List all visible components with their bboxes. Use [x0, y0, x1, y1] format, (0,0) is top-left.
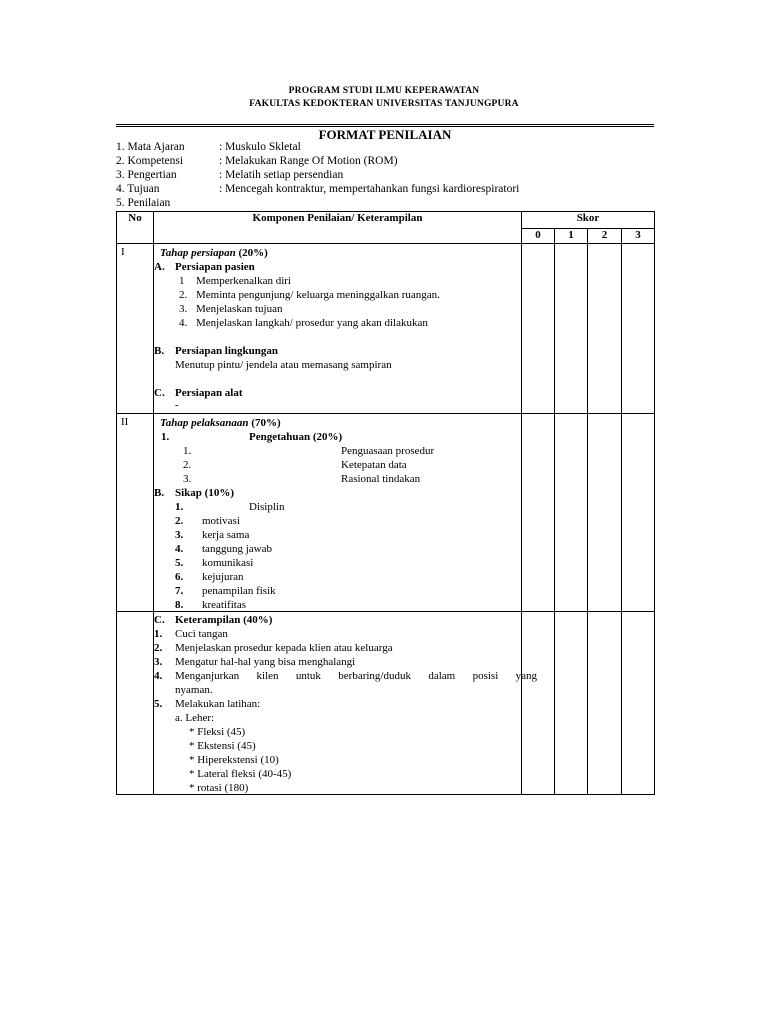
- score-cell[interactable]: [622, 414, 655, 612]
- list-item: Melakukan latihan:: [175, 698, 261, 710]
- list-item: Penguasaan prosedur: [341, 445, 435, 457]
- list-item-number: 5.: [175, 557, 184, 569]
- list-item-number: 2.: [154, 642, 163, 654]
- list-item: Menganjurkan kilen untuk berbaring/duduk dalam posisi yang: [175, 670, 537, 682]
- list-item: Memperkenalkan diri: [196, 275, 291, 287]
- exercise-item: * Fleksi (45): [189, 726, 246, 738]
- info-value-kompetensi: : Melakukan Range Of Motion (ROM): [219, 155, 398, 167]
- list-item-number: 2.: [175, 515, 184, 527]
- list-item-number: 4.: [179, 317, 188, 329]
- info-label-tujuan: 4. Tujuan: [116, 183, 160, 195]
- info-label-penilaian: 5. Penilaian: [116, 197, 171, 209]
- list-item-number: 4.: [175, 543, 184, 555]
- alat-text: -: [175, 399, 179, 411]
- list-item-number: 3.: [183, 473, 192, 485]
- table-row-tahap-pelaksanaan: [117, 414, 655, 612]
- list-item: tanggung jawab: [202, 543, 272, 555]
- info-label-mata-ajaran: 1. Mata Ajaran: [116, 141, 185, 153]
- score-cell[interactable]: [555, 414, 588, 612]
- subsection-mark-a: A.: [154, 261, 165, 273]
- list-item-number: 3.: [179, 303, 188, 315]
- list-item-number: 8.: [175, 599, 184, 611]
- assessment-table: [116, 211, 655, 795]
- list-item: komunikasi: [202, 557, 254, 569]
- score-cell[interactable]: [555, 612, 588, 795]
- info-value-pengertian: : Melatih setiap persendian: [219, 169, 344, 181]
- list-item: Disiplin: [249, 501, 285, 513]
- table-row-keterampilan: [117, 612, 655, 795]
- score-cell[interactable]: [522, 612, 555, 795]
- list-item: Cuci tangan: [175, 628, 228, 640]
- column-header-no: No: [117, 212, 154, 244]
- subsection-title-keterampilan: Keterampilan (40%): [175, 614, 273, 626]
- row-number-2: II: [117, 414, 154, 612]
- region-label-leher: a. Leher:: [175, 712, 215, 724]
- score-cell[interactable]: [588, 612, 622, 795]
- subsection-title-persiapan-pasien: Persiapan pasien: [175, 261, 255, 273]
- score-cell[interactable]: [622, 612, 655, 795]
- list-item: Menjelaskan langkah/ prosedur yang akan dilakukan: [196, 317, 428, 329]
- subsection-mark-sikap: B.: [154, 487, 165, 499]
- form-title: FORMAT PENILAIAN: [318, 127, 452, 142]
- list-item: Meminta pengunjung/ keluarga meninggalkan ruangan.: [196, 289, 440, 301]
- score-cell[interactable]: [522, 244, 555, 414]
- section-title-persiapan: Tahap persiapan (20%): [160, 247, 268, 259]
- subsection-title-persiapan-alat: Persiapan alat: [175, 387, 243, 399]
- info-label-pengertian: 3. Pengertian: [116, 169, 177, 181]
- lingkungan-text: Menutup pintu/ jendela atau memasang sampiran: [175, 359, 392, 371]
- list-item-number: 2.: [183, 459, 192, 471]
- exercise-item: * rotasi (180): [189, 782, 249, 794]
- column-header-komponen: Komponen Penilaian/ Keterampilan: [154, 212, 522, 244]
- info-label-kompetensi: 2. Kompetensi: [116, 155, 184, 167]
- subsection-mark-pengetahuan: 1.: [161, 431, 170, 443]
- list-item-number: 7.: [175, 585, 184, 597]
- subsection-mark-keterampilan: C.: [154, 614, 165, 626]
- pelaksanaan-content: [154, 414, 522, 612]
- list-item-number: 1.: [183, 445, 192, 457]
- row-number-1: I: [117, 244, 154, 414]
- exercise-item: * Ekstensi (45): [189, 740, 256, 752]
- subsection-title-sikap: Sikap (10%): [175, 487, 234, 499]
- list-item: kerja sama: [202, 529, 250, 541]
- institution-faculty: FAKULTAS KEDOKTERAN UNIVERSITAS TANJUNGPURA: [249, 99, 519, 109]
- table-row-tahap-persiapan: [117, 244, 655, 414]
- list-item-number: 4.: [154, 670, 163, 682]
- list-item: penampilan fisik: [202, 585, 276, 597]
- subsection-mark-b: B.: [154, 345, 165, 357]
- exercise-item: * Hiperekstensi (10): [189, 754, 279, 766]
- list-item-number: 1: [179, 275, 185, 287]
- list-item: Mengatur hal-hal yang bisa menghalangi: [175, 656, 356, 668]
- subsection-mark-c: C.: [154, 387, 165, 399]
- list-item-number: 6.: [175, 571, 184, 583]
- subsection-title-pengetahuan: Pengetahuan (20%): [249, 431, 343, 443]
- score-cell[interactable]: [622, 244, 655, 414]
- keterampilan-content: [154, 612, 537, 795]
- score-cell[interactable]: [522, 414, 555, 612]
- info-value-tujuan: : Mencegah kontraktur, mempertahankan fungsi kardiorespiratori: [219, 183, 520, 195]
- score-cell[interactable]: [555, 244, 588, 414]
- list-item: kejujuran: [202, 571, 244, 583]
- list-item: Menjelaskan tujuan: [196, 303, 283, 315]
- list-item-number: 1.: [154, 628, 163, 640]
- persiapan-content: [154, 244, 522, 414]
- score-cell[interactable]: [588, 244, 622, 414]
- list-item: motivasi: [202, 515, 240, 527]
- list-item-number: 1.: [175, 501, 184, 513]
- list-item-number: 2.: [179, 289, 188, 301]
- list-item-number: 3.: [175, 529, 184, 541]
- subsection-title-persiapan-lingkungan: Persiapan lingkungan: [175, 345, 279, 357]
- score-header-0: 0: [522, 229, 555, 244]
- score-header-3: 3: [622, 229, 655, 244]
- section-title-pelaksanaan: Tahap pelaksanaan (70%): [160, 417, 281, 429]
- institution-program: PROGRAM STUDI ILMU KEPERAWATAN: [288, 86, 480, 96]
- info-value-mata-ajaran: : Muskulo Skletal: [219, 141, 301, 153]
- list-item: Ketepatan data: [341, 459, 407, 471]
- score-header-2: 2: [588, 229, 622, 244]
- list-item-continuation: nyaman.: [175, 684, 213, 696]
- list-item: Rasional tindakan: [341, 473, 421, 485]
- list-item: Menjelaskan prosedur kepada klien atau keluarga: [175, 642, 393, 654]
- list-item: kreatifitas: [202, 599, 246, 611]
- list-item-number: 3.: [154, 656, 163, 668]
- score-header-1: 1: [555, 229, 588, 244]
- score-cell[interactable]: [588, 414, 622, 612]
- exercise-item: * Lateral fleksi (40-45): [189, 768, 292, 780]
- list-item-number: 5.: [154, 698, 163, 710]
- row-number-empty: [117, 612, 154, 795]
- column-header-skor: Skor: [522, 212, 655, 229]
